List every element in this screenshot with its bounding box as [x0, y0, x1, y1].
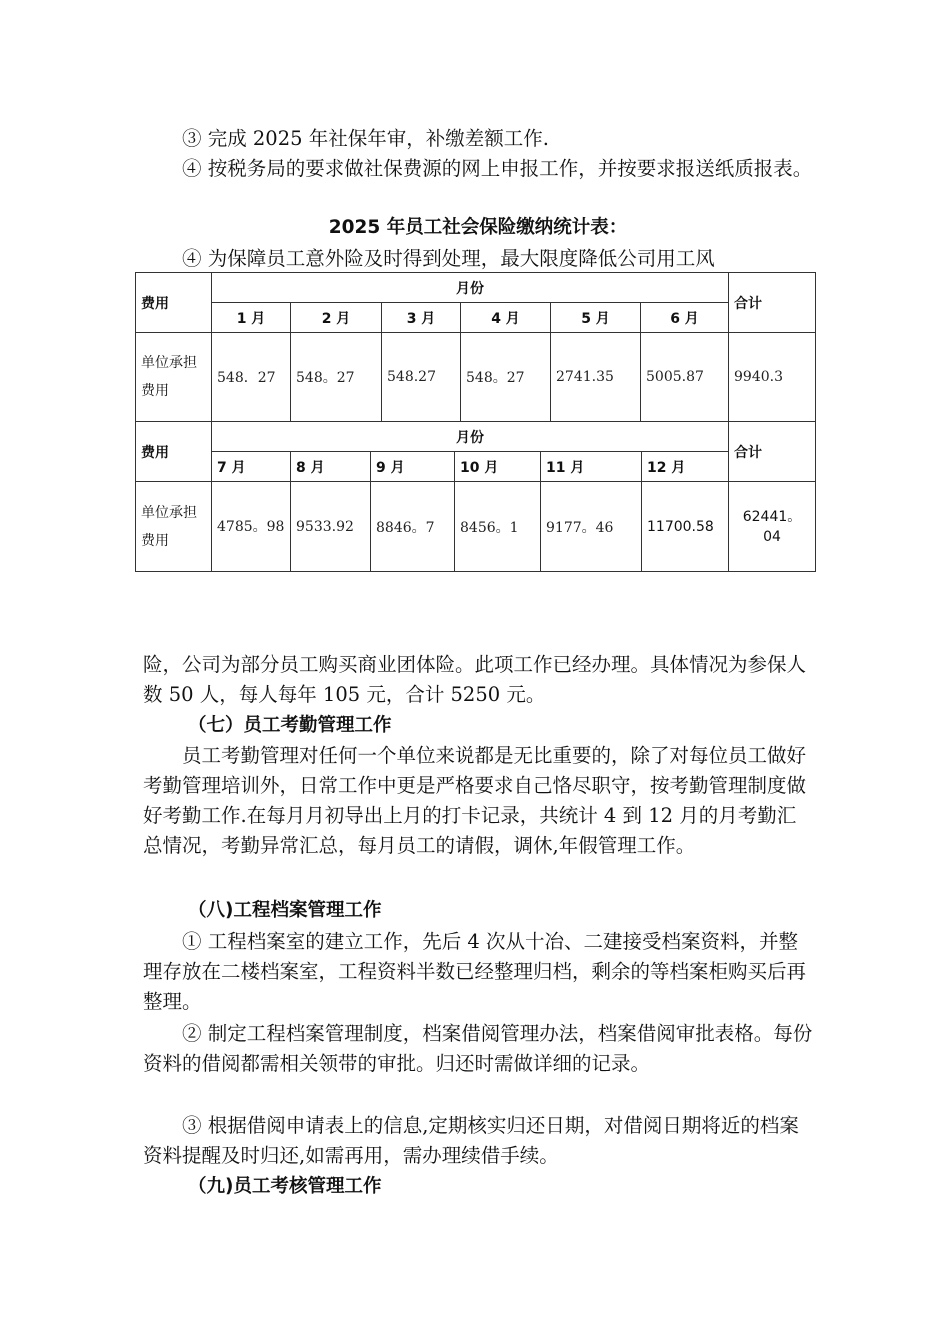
value-cell: 8456。1: [455, 482, 541, 572]
value-cell: 2741.35: [551, 333, 641, 422]
month-cell: 10 月: [455, 452, 541, 482]
month-cell: 12 月: [642, 452, 729, 482]
paragraph-group-insurance: 险，公司为部分员工购买商业团体险。此项工作已经办理。具体情况为参保人数 50 人，每人每年 105 元，合计 5250 元。: [143, 653, 807, 706]
row-label: 单位承担费用: [136, 333, 212, 422]
heading-attendance: （七）员工考勤管理工作: [188, 715, 392, 736]
heading-archives: （八)工程档案管理工作: [188, 900, 382, 921]
paragraph-archive-returns: ③ 根据借阅申请表上的信息,定期核实归还日期，对借阅日期将近的档案资料提醒及时归还,如需再用，需办理续借手续。: [143, 1114, 799, 1167]
month-cell: 3 月: [382, 303, 461, 333]
paragraph-accident-insurance-start: ④ 为保障员工意外险及时得到处理，最大限度降低公司用工风: [182, 247, 715, 270]
value-cell: 548。27: [291, 333, 382, 422]
value-cell: 8846。7: [371, 482, 455, 572]
paragraph-social-security-audit: ③ 完成 2025 年社保年审，补缴差额工作.: [182, 127, 549, 150]
fee-header: 费用: [136, 422, 212, 482]
paragraph-archive-rules: ② 制定工程档案管理制度，档案借阅管理办法，档案借阅审批表格。每份资料的借阅都需相关领带的审批。归还时需做详细的记录。: [143, 1022, 813, 1075]
month-cell: 7 月: [212, 452, 291, 482]
value-cell: 548．27: [212, 333, 291, 422]
fee-header: 费用: [136, 273, 212, 333]
value-cell: 11700.58: [642, 482, 729, 572]
insurance-table-h2: [135, 421, 816, 572]
value-cell: 9533.92: [291, 482, 371, 572]
paragraph-archive-room: ① 工程档案室的建立工作，先后 4 次从十冶、二建接受档案资料，并整理存放在二楼档案室，工程资料半数已经整理归档，剩余的等档案柜购买后再整理。: [143, 930, 807, 1013]
month-cell: 5 月: [551, 303, 641, 333]
insurance-table-h1: [135, 272, 816, 422]
table-title: 2025 年员工社会保险缴纳统计表：: [328, 217, 628, 238]
month-cell: 2 月: [291, 303, 382, 333]
total-cell: 9940.3: [729, 333, 816, 422]
month-cell: 11 月: [541, 452, 642, 482]
month-cell: 4 月: [461, 303, 551, 333]
month-cell: 9 月: [371, 452, 455, 482]
month-cell: 8 月: [291, 452, 371, 482]
total-header: 合计: [729, 422, 816, 482]
heading-assessment: （九)员工考核管理工作: [188, 1176, 382, 1197]
month-cell: 1 月: [212, 303, 291, 333]
value-cell: 4785。98: [212, 482, 291, 572]
value-cell: 9177。46: [541, 482, 642, 572]
value-cell: 548.27: [382, 333, 461, 422]
total-header: 合计: [729, 273, 816, 333]
month-header: 月份: [212, 273, 729, 303]
paragraph-attendance: 员工考勤管理对任何一个单位来说都是无比重要的，除了对每位员工做好考勤管理培训外，日常工作中更是严格要求自己恪尽职守，按考勤管理制度做好考勤工作.在每月月初导出上月的打卡记录，共统计 4 到 12 月的月考勤汇总情况，考勤异常汇总，每月员工的请假，调休,年假管理工作。: [143, 744, 807, 857]
total-cell: 62441。04: [729, 482, 816, 572]
month-cell: 6 月: [641, 303, 729, 333]
month-header: 月份: [212, 422, 729, 452]
row-label: 单位承担费用: [136, 482, 212, 572]
paragraph-tax-declaration: ④ 按税务局的要求做社保费源的网上申报工作，并按要求报送纸质报表。: [182, 157, 813, 180]
value-cell: 5005.87: [641, 333, 729, 422]
value-cell: 548。27: [461, 333, 551, 422]
